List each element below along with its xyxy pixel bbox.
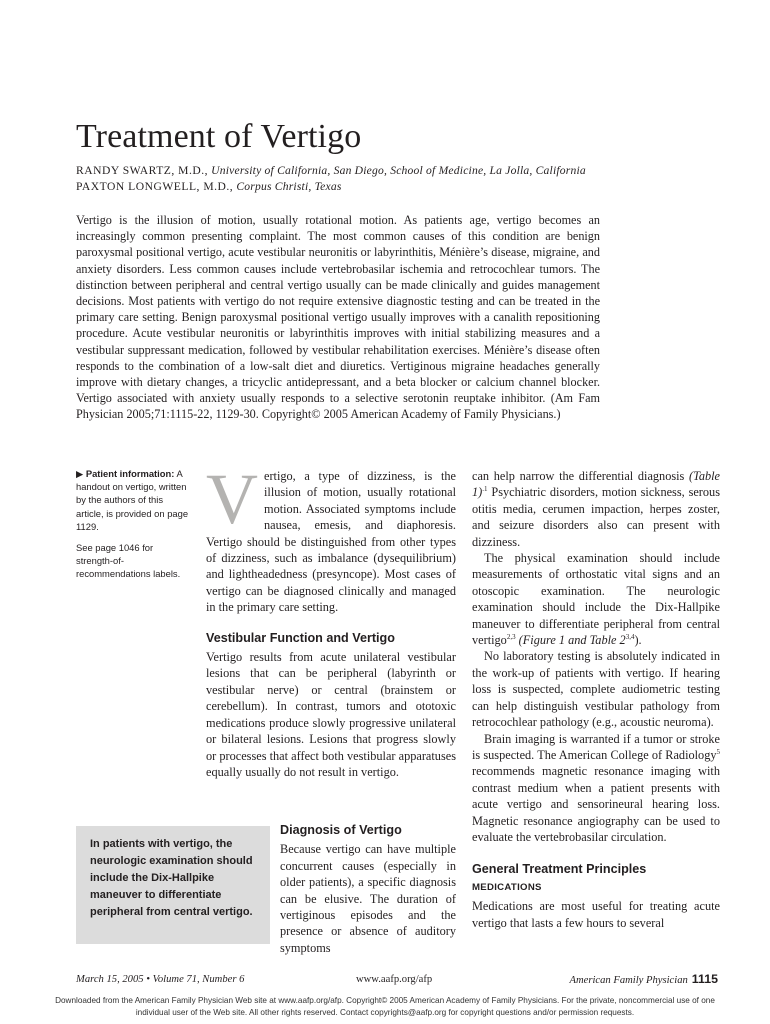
medications-paragraph: Medications are most useful for treating acute vertigo that lasts a few hours to several <box>472 899 720 930</box>
page-number: 1115 <box>691 972 718 986</box>
table-reference: (Table 1) <box>472 469 720 500</box>
heading-general-treatment: General Treatment Principles <box>472 862 647 877</box>
diagnosis-paragraph: Because vertigo can have multiple concurrent causes (especially in older patients), a specific diagnosis can be elusive. The duration of vertiginous episodes and the presence or absence of auditory symptoms <box>280 842 456 955</box>
imaging-paragraph <box>472 731 720 846</box>
exam-paragraph <box>472 550 720 648</box>
patient-info-text: A handout on vertigo, written by the authors of this article, is provided on page 1129. <box>76 468 189 532</box>
author-name: PAXTON LONGWELL, M.D., <box>76 180 234 193</box>
journal-name: American Family Physician <box>569 975 688 986</box>
author-line-2 <box>76 180 342 193</box>
patient-info-label: ▶ Patient information: <box>76 468 175 479</box>
reference-sup: 3,4 <box>625 632 635 641</box>
heading-vestibular: Vestibular Function and Vertigo <box>206 630 395 645</box>
pull-quote-text: In patients with vertigo, the neurologic examination should include the Dix-Hallpike maneuver to differentiate peripheral from central vertigo. <box>90 838 253 918</box>
see-page-note: See page 1046 for strength-of-recommendations labels. <box>76 542 181 580</box>
abstract: Vertigo is the illusion of motion, usually rotational motion. As patients age, vertigo becomes an increasingly common presenting complaint. The most common causes of this condition are benign paroxysmal positional vertigo, acute vestibular neuronitis or labyrinthitis, Ménière’s disease, migraine, and anxiety disorders. Less common causes include vertebrobasilar ischemia and retrocochlear tumors. The distinction between peripheral and central vertigo usually can be made clinically and guides management decisions. Most patients with vertigo do not require extensive diagnostic testing and can be treated in the primary care setting. Benign paroxysmal positional vertigo usually improves with a canalith repositioning procedure. Acute vestibular neuronitis or labyrinthitis improves with initial stabilizing measures and a vestibular suppressant medication, followed by vestibular rehabilitation exercises. Ménière’s disease often responds to the combination of a low-salt diet and diuretics. Vertiginous migraine headaches generally improve with dietary changes, a tricyclic antidepressant, and a beta blocker or calcium channel blocker. Vertigo associated with anxiety usually responds to a selective serotonin reuptake inhibitor. (Am Fam Physician 2005;71:1115-22, 1129-30. Copyright© 2005 American Academy of Family Physicians.) <box>76 213 600 422</box>
drop-cap: V <box>206 459 258 539</box>
lab-paragraph: No laboratory testing is absolutely indicated in the work-up of patients with vertigo. If hearing loss is suspected, complete audiometric testing can help distinguish vestibular pathology from retrocochlear pathology (e.g., acoustic neuroma). <box>472 649 720 730</box>
subheading-medications: MEDICATIONS <box>472 881 542 893</box>
differential-paragraph <box>472 468 720 550</box>
reference-sup: .1 <box>482 485 488 494</box>
author-affiliation: University of California, San Diego, School of Medicine, La Jolla, California <box>211 164 586 177</box>
author-affiliation: Corpus Christi, Texas <box>236 180 342 193</box>
footer-issue: March 15, 2005 • Volume 71, Number 6 <box>76 974 245 985</box>
text-segment: ). <box>634 633 642 648</box>
column-middle <box>206 459 456 780</box>
text-segment: The physical examination should include measurements of orthostatic vital signs and an otoscopic examination. The neurologic examination should include the Dix-Hallpike maneuver to differentiate peripheral from central vertigo <box>472 551 720 648</box>
patient-info-note <box>76 467 191 533</box>
heading-diagnosis: Diagnosis of Vertigo <box>280 823 402 837</box>
reference-sup: 5 <box>716 747 720 756</box>
intro-text: ertigo, a type of dizziness, is the illusion of motion, usually rotational motion. Associated symptoms include nausea, emesis, and diaphoresis. Vertigo should be distinguished from other types of dizziness, such as imbalance (dysequilibrium) and lightheadedness (presyncope). Most cases of vertigo can be diagnosed clinically and managed in the primary care setting. <box>206 469 456 615</box>
vestibular-paragraph: Vertigo results from acute unilateral vestibular lesions that can be peripheral (labyrinth or vestibular nerve) or central (brainstem or cerebellum). In contrast, tumors and ototoxic medications produce slowly progressive unilateral or bilateral lesions. Lesions that progress slowly or processes that affect both vestibular apparatuses equally usually do not result in vertigo. <box>206 650 456 779</box>
text-segment: can help narrow the differential diagnosis <box>472 469 690 483</box>
figure-reference: (Figure 1 and Table 2 <box>515 633 626 648</box>
download-notice: Downloaded from the American Family Physician Web site at www.aafp.org/afp. Copyright© 2005 American Academy of Family Physicians. For the private, noncommercial use of one individual user of the Web site. All other rights reserved. Contact copyrights@aafp.org for copyright questions and/or permission requests. <box>55 996 715 1017</box>
text-segment: Brain imaging is warranted if a tumor or stroke is suspected. The American College of Radiology <box>472 731 720 762</box>
article-title: Treatment of Vertigo <box>76 118 362 155</box>
pull-quote <box>76 826 270 944</box>
column-right <box>472 468 720 931</box>
reference-sup: 2,3 <box>506 632 516 641</box>
text-segment: Psychiatric disorders, motion sickness, serous otitis media, cerumen impaction, herpes zoster, and seizure disorders also can present with dizziness. <box>472 485 720 549</box>
author-name: RANDY SWARTZ, M.D., <box>76 164 209 177</box>
footer-journal <box>570 972 718 986</box>
column-diagnosis <box>280 822 456 956</box>
text-segment: recommends magnetic resonance imaging with contrast medium when a patient presents with acute vertigo and sensorineural hearing loss. Magnetic resonance angiography can be used to evaluate the vertebrobasilar circulation. <box>472 764 720 844</box>
author-line-1 <box>76 164 586 177</box>
intro-paragraph <box>206 459 456 616</box>
footer-url[interactable]: www.aafp.org/afp <box>356 974 433 985</box>
